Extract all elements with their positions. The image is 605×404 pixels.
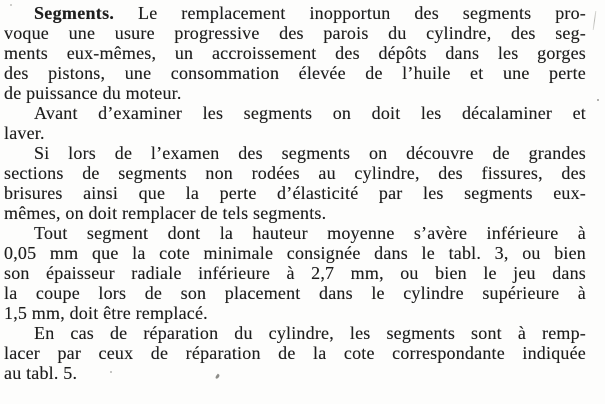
scan-scratch-mark [593,11,597,30]
text-line: sections de segments non rodées au cylindre, des fissures, des [4,163,586,183]
section-heading: Segments. [34,3,115,23]
text-line: Tout segment dont la hauteur moyenne s’avère inférieure à [34,223,586,243]
text-line: mêmes, on doit remplacer de tels segments. [4,203,327,223]
text-run: Le remplacement inopportun des segments pro- [114,3,586,23]
text-line: Si lors de l’examen des segments on découvre de grandes [34,143,586,163]
text-line: de puissance du moteur. [4,83,182,103]
text-line: Avant d’examiner les segments on doit les décalaminer et [34,103,586,123]
scan-speck [110,371,112,373]
text-line: ments eux-mêmes, un accroissement des dépôts dans les gorges [4,43,586,63]
text-line: au tabl. 5. [4,363,78,383]
scan-speck [10,4,12,6]
text-line [4,3,586,23]
text-line: 1,5 mm, doit être remplacé. [4,303,208,323]
scan-speck [597,99,599,101]
text-line: la coupe lors de son placement dans le cylindre supérieure à [4,283,586,303]
text-line: voque une usure progressive des parois du cylindre, des seg- [4,23,586,43]
text-line: 0,05 mm que la cote minimale consignée dans le tabl. 3, ou bien [4,243,586,263]
text-block [4,3,586,383]
text-line: brisures ainsi que la perte d’élasticité par les segments eux- [4,183,586,203]
text-line: son épaisseur radiale inférieure à 2,7 mm, ou bien le jeu dans [4,263,586,283]
text-line: En cas de réparation du cylindre, les segments sont à remp- [34,323,586,343]
text-line: lacer par ceux de réparation de la cote correspondante indiquée [4,343,586,363]
text-line: laver. [4,123,45,143]
text-line: des pistons, une consommation élevée de l’huile et une perte [4,63,586,83]
